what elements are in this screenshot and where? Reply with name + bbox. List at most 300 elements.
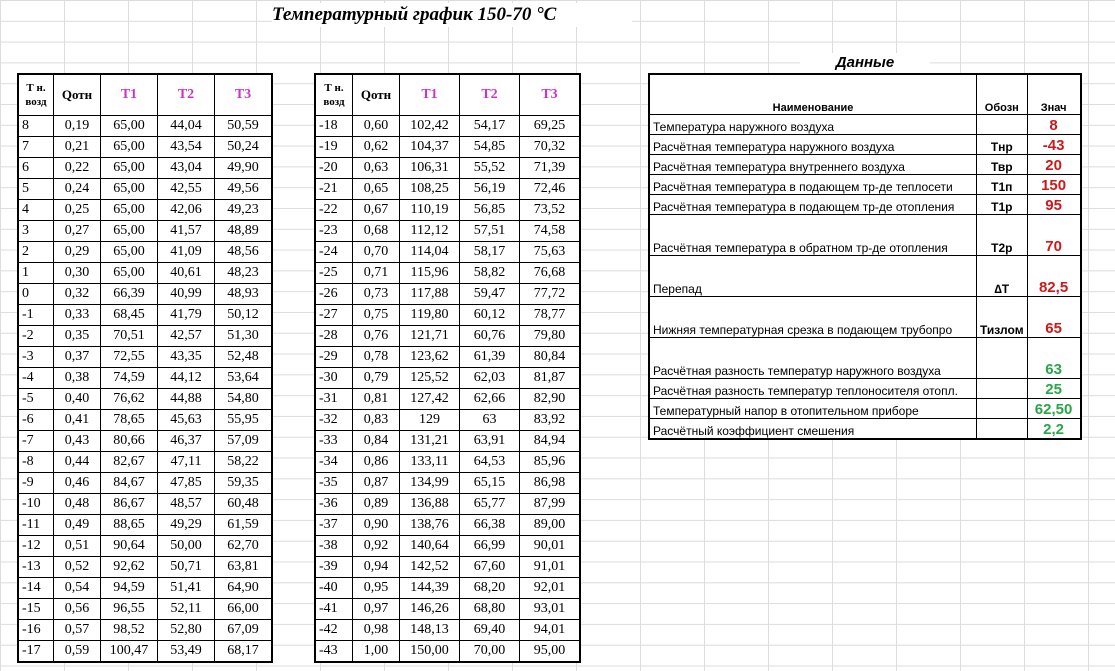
t2-cell[interactable]: 42,55 <box>158 179 215 200</box>
q-rel-cell[interactable]: 0,27 <box>54 221 101 242</box>
t3-cell[interactable]: 62,70 <box>215 536 273 557</box>
t3-cell[interactable]: 70,32 <box>520 137 581 158</box>
q-rel-cell[interactable]: 0,46 <box>54 473 101 494</box>
outdoor-temp-cell[interactable]: 8 <box>18 116 54 137</box>
t3-cell[interactable]: 48,23 <box>215 263 273 284</box>
parameter-name-cell[interactable]: Температурный напор в отопительном приборе <box>649 399 977 419</box>
q-rel-cell[interactable]: 0,48 <box>54 494 101 515</box>
t3-cell[interactable]: 57,09 <box>215 431 273 452</box>
t2-cell[interactable]: 58,82 <box>460 263 520 284</box>
q-rel-cell[interactable]: 0,41 <box>54 410 101 431</box>
q-rel-cell[interactable]: 0,62 <box>353 137 400 158</box>
outdoor-temp-cell[interactable]: -16 <box>18 620 54 641</box>
t3-cell[interactable]: 69,25 <box>520 116 581 137</box>
q-rel-cell[interactable]: 0,71 <box>353 263 400 284</box>
t2-cell[interactable]: 68,20 <box>460 578 520 599</box>
parameter-value-cell[interactable]: 63 <box>1027 338 1081 379</box>
t3-cell[interactable]: 55,95 <box>215 410 273 431</box>
outdoor-temp-cell[interactable]: -34 <box>315 452 353 473</box>
parameter-symbol-cell[interactable] <box>977 419 1028 439</box>
outdoor-temp-cell[interactable]: -17 <box>18 641 54 663</box>
t2-cell[interactable]: 41,57 <box>158 221 215 242</box>
q-rel-cell[interactable]: 0,35 <box>54 326 101 347</box>
q-rel-cell[interactable]: 0,37 <box>54 347 101 368</box>
t2-cell[interactable]: 60,12 <box>460 305 520 326</box>
t1-cell[interactable]: 96,55 <box>101 599 158 620</box>
t3-cell[interactable]: 85,96 <box>520 452 581 473</box>
t1-cell[interactable]: 112,12 <box>400 221 460 242</box>
q-rel-cell[interactable]: 0,79 <box>353 368 400 389</box>
q-rel-cell[interactable]: 0,87 <box>353 473 400 494</box>
t1-cell[interactable]: 76,62 <box>101 389 158 410</box>
q-rel-cell[interactable]: 0,56 <box>54 599 101 620</box>
outdoor-temp-cell[interactable]: -8 <box>18 452 54 473</box>
header-q-rel[interactable]: Qотн <box>353 74 400 116</box>
t1-cell[interactable]: 84,67 <box>101 473 158 494</box>
q-rel-cell[interactable]: 0,59 <box>54 641 101 663</box>
outdoor-temp-cell[interactable]: -14 <box>18 578 54 599</box>
t2-cell[interactable]: 59,47 <box>460 284 520 305</box>
q-rel-cell[interactable]: 0,22 <box>54 158 101 179</box>
header-outdoor-temp[interactable]: Т н. возд <box>315 74 353 116</box>
outdoor-temp-cell[interactable]: -42 <box>315 620 353 641</box>
q-rel-cell[interactable]: 0,68 <box>353 221 400 242</box>
t3-cell[interactable]: 72,46 <box>520 179 581 200</box>
t3-cell[interactable]: 76,68 <box>520 263 581 284</box>
t2-cell[interactable]: 56,19 <box>460 179 520 200</box>
outdoor-temp-cell[interactable]: -28 <box>315 326 353 347</box>
t3-cell[interactable]: 94,01 <box>520 620 581 641</box>
t1-cell[interactable]: 104,37 <box>400 137 460 158</box>
t2-cell[interactable]: 55,52 <box>460 158 520 179</box>
t2-cell[interactable]: 65,77 <box>460 494 520 515</box>
t3-cell[interactable]: 74,58 <box>520 221 581 242</box>
q-rel-cell[interactable]: 0,63 <box>353 158 400 179</box>
q-rel-cell[interactable]: 0,70 <box>353 242 400 263</box>
t2-cell[interactable]: 45,63 <box>158 410 215 431</box>
q-rel-cell[interactable]: 0,19 <box>54 116 101 137</box>
parameter-value-cell[interactable]: 62,50 <box>1027 399 1081 419</box>
t1-cell[interactable]: 65,00 <box>101 137 158 158</box>
q-rel-cell[interactable]: 0,65 <box>353 179 400 200</box>
outdoor-temp-cell[interactable]: -10 <box>18 494 54 515</box>
outdoor-temp-cell[interactable]: 0 <box>18 284 54 305</box>
q-rel-cell[interactable]: 0,60 <box>353 116 400 137</box>
q-rel-cell[interactable]: 0,30 <box>54 263 101 284</box>
q-rel-cell[interactable]: 0,38 <box>54 368 101 389</box>
q-rel-cell[interactable]: 0,32 <box>54 284 101 305</box>
q-rel-cell[interactable]: 0,92 <box>353 536 400 557</box>
t3-cell[interactable]: 89,00 <box>520 515 581 536</box>
t2-cell[interactable]: 63 <box>460 410 520 431</box>
q-rel-cell[interactable]: 0,76 <box>353 326 400 347</box>
q-rel-cell[interactable]: 0,95 <box>353 578 400 599</box>
t1-cell[interactable]: 100,47 <box>101 641 158 663</box>
t2-cell[interactable]: 62,66 <box>460 389 520 410</box>
t2-cell[interactable]: 41,79 <box>158 305 215 326</box>
header-q-rel[interactable]: Qотн <box>54 74 101 116</box>
t2-cell[interactable]: 40,99 <box>158 284 215 305</box>
t2-cell[interactable]: 44,88 <box>158 389 215 410</box>
parameter-name-cell[interactable]: Перепад <box>649 256 977 297</box>
outdoor-temp-cell[interactable]: -26 <box>315 284 353 305</box>
t1-cell[interactable]: 98,52 <box>101 620 158 641</box>
t1-cell[interactable]: 65,00 <box>101 242 158 263</box>
t3-cell[interactable]: 50,24 <box>215 137 273 158</box>
t2-cell[interactable]: 49,29 <box>158 515 215 536</box>
t3-cell[interactable]: 86,98 <box>520 473 581 494</box>
t3-cell[interactable]: 71,39 <box>520 158 581 179</box>
outdoor-temp-cell[interactable]: -6 <box>18 410 54 431</box>
t2-cell[interactable]: 66,99 <box>460 536 520 557</box>
t1-cell[interactable]: 133,11 <box>400 452 460 473</box>
outdoor-temp-cell[interactable]: -43 <box>315 641 353 663</box>
q-rel-cell[interactable]: 0,75 <box>353 305 400 326</box>
t1-cell[interactable]: 68,45 <box>101 305 158 326</box>
t1-cell[interactable]: 134,99 <box>400 473 460 494</box>
t2-cell[interactable]: 43,54 <box>158 137 215 158</box>
t3-cell[interactable]: 54,80 <box>215 389 273 410</box>
outdoor-temp-cell[interactable]: -40 <box>315 578 353 599</box>
t1-cell[interactable]: 65,00 <box>101 221 158 242</box>
t3-cell[interactable]: 82,90 <box>520 389 581 410</box>
outdoor-temp-cell[interactable]: -32 <box>315 410 353 431</box>
t2-cell[interactable]: 41,09 <box>158 242 215 263</box>
outdoor-temp-cell[interactable]: -38 <box>315 536 353 557</box>
parameter-value-cell[interactable]: -43 <box>1027 135 1081 155</box>
t2-cell[interactable]: 67,60 <box>460 557 520 578</box>
t3-cell[interactable]: 93,01 <box>520 599 581 620</box>
header-value[interactable]: Знач <box>1027 74 1081 115</box>
t1-cell[interactable]: 138,76 <box>400 515 460 536</box>
outdoor-temp-cell[interactable]: -12 <box>18 536 54 557</box>
outdoor-temp-cell[interactable]: -2 <box>18 326 54 347</box>
q-rel-cell[interactable]: 0,43 <box>54 431 101 452</box>
outdoor-temp-cell[interactable]: 6 <box>18 158 54 179</box>
t1-cell[interactable]: 92,62 <box>101 557 158 578</box>
parameter-name-cell[interactable]: Расчётная температура в обратном тр-де отопления <box>649 215 977 256</box>
outdoor-temp-cell[interactable]: -15 <box>18 599 54 620</box>
parameter-value-cell[interactable]: 70 <box>1027 215 1081 256</box>
q-rel-cell[interactable]: 0,24 <box>54 179 101 200</box>
t1-cell[interactable]: 136,88 <box>400 494 460 515</box>
q-rel-cell[interactable]: 0,44 <box>54 452 101 473</box>
q-rel-cell[interactable]: 0,89 <box>353 494 400 515</box>
t2-cell[interactable]: 47,85 <box>158 473 215 494</box>
t1-cell[interactable]: 82,67 <box>101 452 158 473</box>
parameter-name-cell[interactable]: Расчётная разность температур наружного воздуха <box>649 338 977 379</box>
t3-cell[interactable]: 48,56 <box>215 242 273 263</box>
t3-cell[interactable]: 66,00 <box>215 599 273 620</box>
outdoor-temp-cell[interactable]: -41 <box>315 599 353 620</box>
t3-cell[interactable]: 78,77 <box>520 305 581 326</box>
outdoor-temp-cell[interactable]: -24 <box>315 242 353 263</box>
t3-cell[interactable]: 90,01 <box>520 536 581 557</box>
outdoor-temp-cell[interactable]: -25 <box>315 263 353 284</box>
outdoor-temp-cell[interactable]: -9 <box>18 473 54 494</box>
t1-cell[interactable]: 102,42 <box>400 116 460 137</box>
outdoor-temp-cell[interactable]: -23 <box>315 221 353 242</box>
t2-cell[interactable]: 43,35 <box>158 347 215 368</box>
t2-cell[interactable]: 52,11 <box>158 599 215 620</box>
q-rel-cell[interactable]: 0,83 <box>353 410 400 431</box>
outdoor-temp-cell[interactable]: -21 <box>315 179 353 200</box>
outdoor-temp-cell[interactable]: -11 <box>18 515 54 536</box>
t2-cell[interactable]: 56,85 <box>460 200 520 221</box>
t3-cell[interactable]: 49,90 <box>215 158 273 179</box>
t1-cell[interactable]: 146,26 <box>400 599 460 620</box>
t1-cell[interactable]: 65,00 <box>101 179 158 200</box>
q-rel-cell[interactable]: 0,33 <box>54 305 101 326</box>
t1-cell[interactable]: 131,21 <box>400 431 460 452</box>
q-rel-cell[interactable]: 0,29 <box>54 242 101 263</box>
t2-cell[interactable]: 61,39 <box>460 347 520 368</box>
parameter-symbol-cell[interactable]: Твр <box>977 155 1028 175</box>
outdoor-temp-cell[interactable]: -18 <box>315 116 353 137</box>
t1-cell[interactable]: 114,04 <box>400 242 460 263</box>
q-rel-cell[interactable]: 0,49 <box>54 515 101 536</box>
t3-cell[interactable]: 91,01 <box>520 557 581 578</box>
parameter-value-cell[interactable]: 82,5 <box>1027 256 1081 297</box>
t3-cell[interactable]: 48,93 <box>215 284 273 305</box>
q-rel-cell[interactable]: 0,84 <box>353 431 400 452</box>
t3-cell[interactable]: 95,00 <box>520 641 581 663</box>
parameter-value-cell[interactable]: 95 <box>1027 195 1081 215</box>
t3-cell[interactable]: 79,80 <box>520 326 581 347</box>
header-t1[interactable]: Т1 <box>101 74 158 116</box>
t1-cell[interactable]: 88,65 <box>101 515 158 536</box>
t1-cell[interactable]: 90,64 <box>101 536 158 557</box>
t3-cell[interactable]: 50,59 <box>215 116 273 137</box>
t3-cell[interactable]: 75,63 <box>520 242 581 263</box>
t3-cell[interactable]: 52,48 <box>215 347 273 368</box>
parameter-value-cell[interactable]: 150 <box>1027 175 1081 195</box>
q-rel-cell[interactable]: 0,25 <box>54 200 101 221</box>
t2-cell[interactable]: 68,80 <box>460 599 520 620</box>
q-rel-cell[interactable]: 0,97 <box>353 599 400 620</box>
t1-cell[interactable]: 78,65 <box>101 410 158 431</box>
t1-cell[interactable]: 94,59 <box>101 578 158 599</box>
outdoor-temp-cell[interactable]: -31 <box>315 389 353 410</box>
outdoor-temp-cell[interactable]: 4 <box>18 200 54 221</box>
t2-cell[interactable]: 70,00 <box>460 641 520 663</box>
t3-cell[interactable]: 58,22 <box>215 452 273 473</box>
parameter-symbol-cell[interactable]: Тнр <box>977 135 1028 155</box>
parameter-name-cell[interactable]: Расчётная температура в подающем тр-де теплосети <box>649 175 977 195</box>
t2-cell[interactable]: 66,38 <box>460 515 520 536</box>
q-rel-cell[interactable]: 0,78 <box>353 347 400 368</box>
t1-cell[interactable]: 115,96 <box>400 263 460 284</box>
t3-cell[interactable]: 60,48 <box>215 494 273 515</box>
t2-cell[interactable]: 46,37 <box>158 431 215 452</box>
outdoor-temp-cell[interactable]: -27 <box>315 305 353 326</box>
outdoor-temp-cell[interactable]: -3 <box>18 347 54 368</box>
t3-cell[interactable]: 73,52 <box>520 200 581 221</box>
t3-cell[interactable]: 49,56 <box>215 179 273 200</box>
t3-cell[interactable]: 80,84 <box>520 347 581 368</box>
q-rel-cell[interactable]: 0,73 <box>353 284 400 305</box>
q-rel-cell[interactable]: 0,98 <box>353 620 400 641</box>
t1-cell[interactable]: 125,52 <box>400 368 460 389</box>
t2-cell[interactable]: 57,51 <box>460 221 520 242</box>
header-name[interactable]: Наименование <box>649 74 977 115</box>
t1-cell[interactable]: 123,62 <box>400 347 460 368</box>
parameter-name-cell[interactable]: Расчётная разность температур теплоносителя отопл. <box>649 379 977 399</box>
t1-cell[interactable]: 108,25 <box>400 179 460 200</box>
parameter-value-cell[interactable]: 20 <box>1027 155 1081 175</box>
t1-cell[interactable]: 119,80 <box>400 305 460 326</box>
t3-cell[interactable]: 49,23 <box>215 200 273 221</box>
t2-cell[interactable]: 42,06 <box>158 200 215 221</box>
t2-cell[interactable]: 54,17 <box>460 116 520 137</box>
t3-cell[interactable]: 50,12 <box>215 305 273 326</box>
header-t1[interactable]: Т1 <box>400 74 460 116</box>
t1-cell[interactable]: 129 <box>400 410 460 431</box>
t1-cell[interactable]: 140,64 <box>400 536 460 557</box>
t2-cell[interactable]: 54,85 <box>460 137 520 158</box>
parameter-name-cell[interactable]: Расчётный коэффициент смешения <box>649 419 977 439</box>
t2-cell[interactable]: 62,03 <box>460 368 520 389</box>
outdoor-temp-cell[interactable]: -39 <box>315 557 353 578</box>
t3-cell[interactable]: 83,92 <box>520 410 581 431</box>
t2-cell[interactable]: 69,40 <box>460 620 520 641</box>
outdoor-temp-cell[interactable]: -7 <box>18 431 54 452</box>
t2-cell[interactable]: 48,57 <box>158 494 215 515</box>
t2-cell[interactable]: 65,15 <box>460 473 520 494</box>
t1-cell[interactable]: 74,59 <box>101 368 158 389</box>
t1-cell[interactable]: 117,88 <box>400 284 460 305</box>
t3-cell[interactable]: 51,30 <box>215 326 273 347</box>
header-t2[interactable]: Т2 <box>158 74 215 116</box>
q-rel-cell[interactable]: 0,52 <box>54 557 101 578</box>
outdoor-temp-cell[interactable]: -20 <box>315 158 353 179</box>
t1-cell[interactable]: 80,66 <box>101 431 158 452</box>
t1-cell[interactable]: 148,13 <box>400 620 460 641</box>
t1-cell[interactable]: 70,51 <box>101 326 158 347</box>
t1-cell[interactable]: 72,55 <box>101 347 158 368</box>
t3-cell[interactable]: 87,99 <box>520 494 581 515</box>
t1-cell[interactable]: 127,42 <box>400 389 460 410</box>
outdoor-temp-cell[interactable]: 5 <box>18 179 54 200</box>
q-rel-cell[interactable]: 0,54 <box>54 578 101 599</box>
t1-cell[interactable]: 65,00 <box>101 200 158 221</box>
outdoor-temp-cell[interactable]: -13 <box>18 557 54 578</box>
t2-cell[interactable]: 53,49 <box>158 641 215 663</box>
t1-cell[interactable]: 150,00 <box>400 641 460 663</box>
t2-cell[interactable]: 43,04 <box>158 158 215 179</box>
t1-cell[interactable]: 65,00 <box>101 263 158 284</box>
t2-cell[interactable]: 64,53 <box>460 452 520 473</box>
q-rel-cell[interactable]: 0,51 <box>54 536 101 557</box>
t1-cell[interactable]: 110,19 <box>400 200 460 221</box>
outdoor-temp-cell[interactable]: -30 <box>315 368 353 389</box>
parameter-symbol-cell[interactable]: Тизлом <box>977 297 1028 338</box>
header-outdoor-temp[interactable]: Т н. возд <box>18 74 54 116</box>
t1-cell[interactable]: 66,39 <box>101 284 158 305</box>
outdoor-temp-cell[interactable]: -5 <box>18 389 54 410</box>
q-rel-cell[interactable]: 0,21 <box>54 137 101 158</box>
parameter-symbol-cell[interactable] <box>977 379 1028 399</box>
t1-cell[interactable]: 144,39 <box>400 578 460 599</box>
parameter-value-cell[interactable]: 2,2 <box>1027 419 1081 439</box>
t3-cell[interactable]: 67,09 <box>215 620 273 641</box>
outdoor-temp-cell[interactable]: 1 <box>18 263 54 284</box>
t3-cell[interactable]: 68,17 <box>215 641 273 663</box>
header-t2[interactable]: Т2 <box>460 74 520 116</box>
q-rel-cell[interactable]: 0,81 <box>353 389 400 410</box>
parameter-name-cell[interactable]: Расчётная температура внутреннего воздуха <box>649 155 977 175</box>
parameter-symbol-cell[interactable] <box>977 399 1028 419</box>
t3-cell[interactable]: 59,35 <box>215 473 273 494</box>
parameter-name-cell[interactable]: Нижняя температурная срезка в подающем трубопро <box>649 297 977 338</box>
t2-cell[interactable]: 52,80 <box>158 620 215 641</box>
t2-cell[interactable]: 44,04 <box>158 116 215 137</box>
t1-cell[interactable]: 142,52 <box>400 557 460 578</box>
q-rel-cell[interactable]: 1,00 <box>353 641 400 663</box>
parameter-symbol-cell[interactable]: ∆Т <box>977 256 1028 297</box>
t3-cell[interactable]: 48,89 <box>215 221 273 242</box>
t3-cell[interactable]: 64,90 <box>215 578 273 599</box>
parameter-symbol-cell[interactable]: Т1р <box>977 195 1028 215</box>
outdoor-temp-cell[interactable]: -19 <box>315 137 353 158</box>
outdoor-temp-cell[interactable]: 2 <box>18 242 54 263</box>
parameter-value-cell[interactable]: 8 <box>1027 115 1081 135</box>
t2-cell[interactable]: 51,41 <box>158 578 215 599</box>
t2-cell[interactable]: 42,57 <box>158 326 215 347</box>
parameter-symbol-cell[interactable]: Т2р <box>977 215 1028 256</box>
t3-cell[interactable]: 81,87 <box>520 368 581 389</box>
outdoor-temp-cell[interactable]: -33 <box>315 431 353 452</box>
parameter-value-cell[interactable]: 25 <box>1027 379 1081 399</box>
outdoor-temp-cell[interactable]: -35 <box>315 473 353 494</box>
q-rel-cell[interactable]: 0,86 <box>353 452 400 473</box>
t1-cell[interactable]: 65,00 <box>101 158 158 179</box>
q-rel-cell[interactable]: 0,40 <box>54 389 101 410</box>
t3-cell[interactable]: 77,72 <box>520 284 581 305</box>
t2-cell[interactable]: 50,71 <box>158 557 215 578</box>
t3-cell[interactable]: 92,01 <box>520 578 581 599</box>
q-rel-cell[interactable]: 0,57 <box>54 620 101 641</box>
t3-cell[interactable]: 84,94 <box>520 431 581 452</box>
outdoor-temp-cell[interactable]: 3 <box>18 221 54 242</box>
outdoor-temp-cell[interactable]: 7 <box>18 137 54 158</box>
t2-cell[interactable]: 50,00 <box>158 536 215 557</box>
outdoor-temp-cell[interactable]: -37 <box>315 515 353 536</box>
t2-cell[interactable]: 44,12 <box>158 368 215 389</box>
parameter-symbol-cell[interactable] <box>977 115 1028 135</box>
q-rel-cell[interactable]: 0,94 <box>353 557 400 578</box>
outdoor-temp-cell[interactable]: -29 <box>315 347 353 368</box>
t2-cell[interactable]: 47,11 <box>158 452 215 473</box>
t2-cell[interactable]: 58,17 <box>460 242 520 263</box>
t2-cell[interactable]: 40,61 <box>158 263 215 284</box>
parameter-symbol-cell[interactable]: Т1п <box>977 175 1028 195</box>
t3-cell[interactable]: 53,64 <box>215 368 273 389</box>
outdoor-temp-cell[interactable]: -1 <box>18 305 54 326</box>
header-t3[interactable]: Т3 <box>520 74 581 116</box>
parameter-name-cell[interactable]: Расчётная температура наружного воздуха <box>649 135 977 155</box>
q-rel-cell[interactable]: 0,90 <box>353 515 400 536</box>
outdoor-temp-cell[interactable]: -4 <box>18 368 54 389</box>
parameter-name-cell[interactable]: Расчётная температура в подающем тр-де отопления <box>649 195 977 215</box>
t3-cell[interactable]: 63,81 <box>215 557 273 578</box>
parameter-value-cell[interactable]: 65 <box>1027 297 1081 338</box>
header-symbol[interactable]: Обозн <box>977 74 1028 115</box>
t3-cell[interactable]: 61,59 <box>215 515 273 536</box>
t1-cell[interactable]: 86,67 <box>101 494 158 515</box>
parameter-name-cell[interactable]: Температура наружного воздуха <box>649 115 977 135</box>
t1-cell[interactable]: 106,31 <box>400 158 460 179</box>
